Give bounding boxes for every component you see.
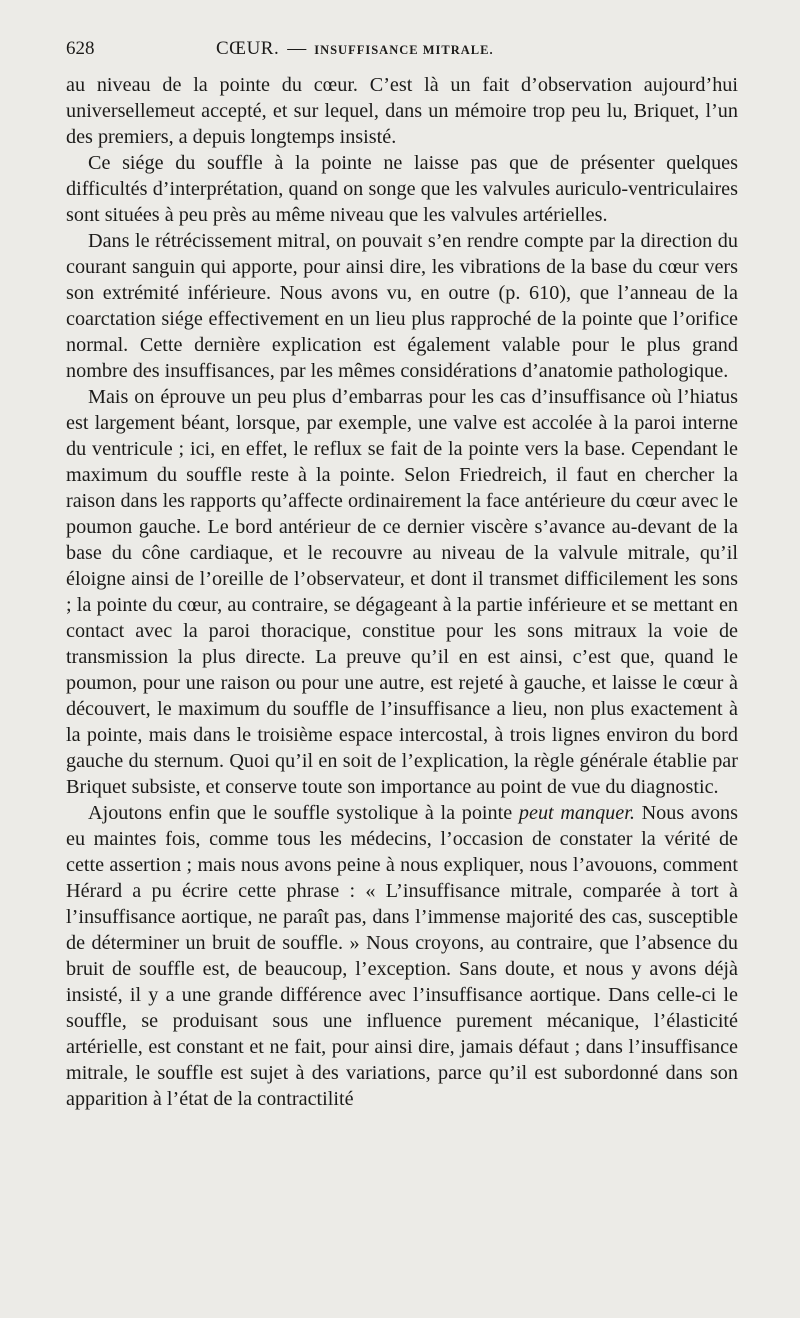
paragraph-continued: au niveau de la pointe du cœur. C’est là un fait d’observation aujourd’hui universellemeut accepté, et sur lequel, dans un mémoire trop peu lu, Briquet, l’un des premiers, a depuis longtemps insisté.	[66, 74, 738, 148]
running-head-title: CŒUR.	[216, 38, 280, 59]
paragraph-last	[66, 800, 738, 1112]
running-head	[66, 38, 738, 68]
body-text	[66, 72, 738, 1112]
page-number: 628	[66, 38, 95, 59]
running-head-dash: —	[287, 38, 307, 59]
paragraph: Ce siége du souffle à la pointe ne laisse pas que de présenter quelques difficultés d’interprétation, quand on songe que les valvules auriculo-ventriculaires sont situées à peu près au même niveau que les valvules artérielles.	[66, 152, 738, 226]
italic-emphasis: peut manquer.	[518, 802, 635, 824]
paragraph: Dans le rétrécissement mitral, on pouvait s’en rendre compte par la direction du courant sanguin qui apporte, pour ainsi dire, les vibrations de la base du cœur vers son extrémité inférieure. Nous avons vu, en outre (p. 610), que l’anneau de la coarctation siége effectivement en un lieu plus rapproché de la pointe que l’orifice normal. Cette dernière explication est également valable pour le plus grand nombre des insuffisances, par les mêmes considérations d’anatomie pathologique.	[66, 230, 738, 382]
text-run: Nous avons eu maintes fois, comme tous les médecins, l’occasion de constater la vérité de cette assertion ; mais nous avons peine à nous expliquer, nous l’avouons, comment Hérard a pu écrire cette phrase : « L’insuffisance mitrale, comparée à tort à l’insuffisance aortique, ne paraît pas, dans l’immense majorité des cas, susceptible de déterminer un bruit de souffle. » Nous croyons, au contraire, que l’absence du bruit de souffle est, de beaucoup, l’exception. Sans doute, et nous y avons déjà insisté, il y a une grande différence avec l’insuffisance aortique. Dans celle-ci le souffle, se produisant sous une influence purement mécanique, l’élasticité artérielle, est constant et ne fait, pour ainsi dire, jamais défaut ; dans l’insuffisance mitrale, le souffle est sujet à des variations, parce qu’il est subordonné dans son apparition à l’état de la contractilité	[66, 802, 738, 1110]
text-run: Ajoutons enfin que le souffle systolique à la pointe	[88, 802, 519, 824]
running-head-subtitle: INSUFFISANCE MITRALE.	[314, 43, 494, 57]
paragraph: Mais on éprouve un peu plus d’embarras pour les cas d’insuffisance où l’hiatus est largement béant, lorsque, par exemple, une valve est accolée à la paroi interne du ventricule ; ici, en effet, le reflux se fait de la pointe vers la base. Cependant le maximum du souffle reste à la pointe. Selon Friedreich, il faut en chercher la raison dans les rapports qu’affecte ordinairement la face antérieure du cœur avec le poumon gauche. Le bord antérieur de ce dernier viscère s’avance au-devant de la base du cône cardiaque, et le recouvre au niveau de la valvule mitrale, qu’il éloigne ainsi de l’oreille de l’observateur, et dont il transmet difficilement les sons ; la pointe du cœur, au contraire, se dégageant à la partie inférieure et se mettant en contact avec la paroi thoracique, constitue pour les sons mitraux la voie de transmission la plus directe. La preuve qu’il en est ainsi, c’est que, quand le poumon, pour une raison ou pour une autre, est rejeté à gauche, et laisse le cœur à découvert, le maximum du souffle de l’insuffisance a lieu, non plus exactement à la pointe, mais dans le troisième espace intercostal, à trois lignes environ du bord gauche du sternum. Quoi qu’il en soit de l’explication, la règle générale établie par Briquet subsiste, et conserve toute son importance au point de vue du diagnostic.	[66, 386, 738, 798]
